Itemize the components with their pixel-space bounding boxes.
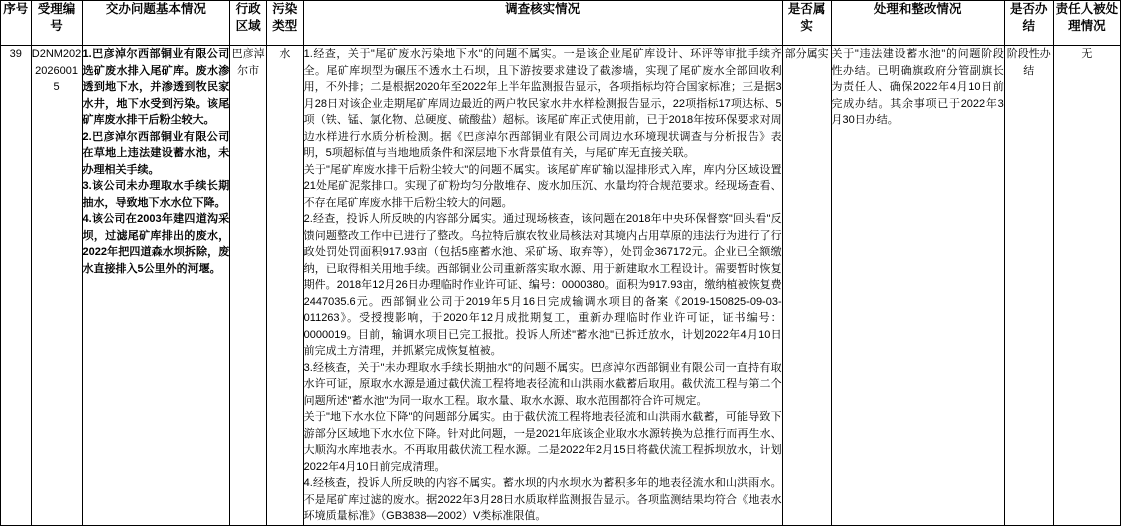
basic-item-3: 3.该公司未办理取水手续长期抽水，导致地下水水位下降。 [82, 180, 230, 209]
verify-paragraph-3: 2.经查，投诉人所反映的内容部分属实。通过现场核查，该问题在2018年中央环保督察"回头看"反馈问题整改工作中已进行了整改。乌拉特后旗农牧业局核法对其境内占用草原的违法行为进行了行政处罚处罚面积917.93亩（包括5座蓄水池、采矿场、取弃等），处罚金367172元。企业已全额缴纳，已取得相关用地手续。西部铜业公司重新落实取水源、用于新建取水工程设计。需要暂时恢复期件。2018年12月26日办理临时作业许可证、编号：0000380。面积为917.93亩，缴纳植被恢复费2447035.6元。西部铜业公司于2019年5月16日完成输调水项目的备案《2019-150825-09-03-011263》。受授搜影响，于2020年12月成批期复工，重新办理临时作业许可证，证书编号：0000019。目前，输调水项目已完工报批。投诉人所述"蓄水池"已拆迁放水，计划2022年4月10日前完成土方清理，并抓紧完成恢复植被。 [303, 213, 782, 357]
basic-item-4: 4.该公司在2003年建四道沟采坝，过滤尾矿库排出的废水，2022年把四道森水坝拆除，废水直接排入5公里外的河堰。 [82, 213, 230, 275]
column-header-code: 受理编号 [31, 1, 82, 46]
column-header-responsible: 责任人被处理情况 [1053, 1, 1120, 46]
column-header-is-done: 是否办结 [1004, 1, 1053, 46]
column-header-is-true: 是否属实 [782, 1, 831, 46]
cell-responsible: 无 [1053, 46, 1120, 526]
verify-paragraph-2: 关于"尾矿库废水排干后粉尘较大"的问题不属实。该尾矿库矿输以湿排形式入库，库内分区域设置21处尾矿泥浆排口。实现了矿粉均匀分散堆存、废水加压沉、水量均符合规范要求。经现场查看、不存在尾矿库废水排干后粉尘较大的问题。 [303, 163, 782, 209]
cell-is-true: 部分属实 [782, 46, 831, 526]
cell-seq: 39 [1, 46, 32, 526]
table-row [1, 46, 1121, 526]
verify-paragraph-1: 1.经查，关于"尾矿废水污染地下水"的问题不属实。一是该企业尾矿库设计、环评等审批手续齐全。尾矿库坝型为碾压不透水土石坝，且下游按要求建设了截渗墙，实现了尾矿废水全部回收利用，不外排；二是根据2020年至2022年上半年监测报告显示，各项指标均符合国家标准；三是据3月28日对该企业走期尾矿库周边最近的两户牧民家水井水样检测报告显示，22项指标17项达标、5项（铁、锰、氯化物、总硬度、硫酸盐）超标。该尾矿库正式使用前，已于2018年按环保要求对周边水样进行水质分析检测。据《巴彦淖尔西部铜业有限公司周边水环境现状调查与分析报告》表明，5项超标值与当地地质条件和深层地下水背景值有关，与尾矿库无直接关联。 [303, 48, 782, 159]
cell-code: D2NM2022026001 5 [31, 46, 82, 526]
verify-paragraph-5: 关于"地下水水位下降"的问题部分属实。由于截伏流工程将地表径流和山洪雨水截蓄，可能导致下游部分区域地下水水位下降。针对此问题，一是2021年底该企业取水水源转换为总推行而再生水、大顺沟水库地表水。不再取用截伏流工程水源。二是2022年2月15日将截伏流工程拆坝放水，计划2022年4月10日前完成清理。 [303, 411, 782, 473]
column-header-seq: 序号 [1, 1, 32, 46]
cell-basic-situation [82, 46, 230, 526]
column-header-handle: 处理和整改情况 [831, 1, 1004, 46]
cell-is-done: 阶段性办结 [1004, 46, 1053, 526]
cell-verification [303, 46, 782, 526]
table-header [1, 1, 1121, 46]
handling-text: 关于"违法建设蓄水池"的问题阶段性办结。已明确旗政府分管副旗长为责任人、确保2022年4月10日前完成办结。其余事项已于2022年3月30日办结。 [831, 48, 1004, 126]
column-header-basic: 交办问题基本情况 [82, 1, 230, 46]
table-header-row [1, 1, 1121, 46]
column-header-region: 行政区域 [230, 1, 267, 46]
basic-item-1: 1.巴彦淖尔西部铜业有限公司选矿废水排入尾矿库。废水渗透到地下水，并渗透到牧民家水井，地下水受到污染。该尾矿库废水排干后粉尘较大。 [82, 48, 230, 126]
table-body [1, 46, 1121, 526]
cell-region: 巴彦淖尔市 [230, 46, 267, 526]
cell-pollution-type: 水 [266, 46, 303, 526]
verify-paragraph-4: 3.经核查，关于"未办理取水手续长期抽水"的问题不属实。巴彦淖尔西部铜业有限公司一直持有取水许可证，原取水水源是通过截伏流工程将地表径流和山洪雨水截蓄后取用。截伏流工程与第二个问题所述"蓄水池"为同一取水工程。取水量、取水水源、取水范围都符合许可规定。 [303, 361, 782, 407]
verify-paragraph-6: 4.经核查，投诉人所反映的内容不属实。蓄水坝的内水坝水为蓄积多年的地表径流水和山洪雨水。不是尾矿库过滤的废水。据2022年3月28日水质取样监测报告显示。各项监测结果均符合《地表水环境质量标准》（GB3838—2002）V类标准限值。 [303, 477, 782, 522]
basic-item-2: 2.巴彦淖尔西部铜业有限公司在草地上违法建设蓄水池，未办理相关手续。 [82, 130, 230, 176]
column-header-verify: 调查核实情况 [303, 1, 782, 46]
column-header-pollution-type: 污染类型 [266, 1, 303, 46]
cell-handling [831, 46, 1004, 526]
